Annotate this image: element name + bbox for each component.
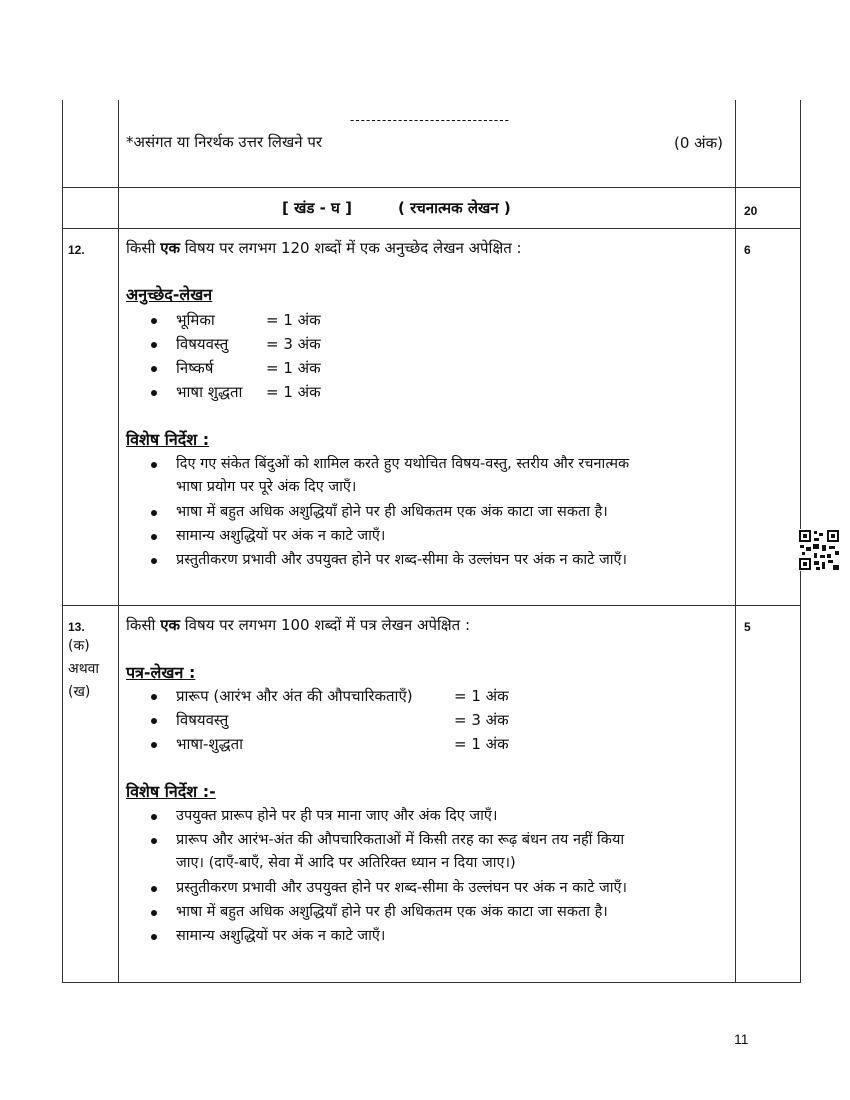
q12-scheme-value: = 3 अंक <box>266 335 321 353</box>
q13-scheme-value: = 1 अंक <box>454 687 509 705</box>
q12-instruction: सामान्य अशुद्धियों पर अंक न काटे जाएँ। <box>176 528 386 544</box>
bullet-icon <box>151 534 157 540</box>
irrelevant-answer-marks: (0 अंक) <box>674 134 723 152</box>
q13-number: 13. <box>68 620 85 634</box>
table-col-divider-1 <box>118 100 119 983</box>
irrelevant-answer-note: *असंगत या निरर्थक उत्तर लिखने पर <box>126 133 322 151</box>
q13-instruction: सामान्य अशुद्धियों पर अंक न काटे जाएँ। <box>176 928 386 944</box>
q13-scheme-label: भाषा-शुद्धता <box>176 735 244 753</box>
section-marks: 20 <box>744 204 758 218</box>
q12-marks: 6 <box>744 243 751 257</box>
q13-scheme-value: = 3 अंक <box>454 711 509 729</box>
q13-instruction: प्रस्तुतीकरण प्रभावी और उपयुक्त होने पर शब्द-सीमा के उल्लंघन पर अंक न काटे जाएँ। <box>176 880 628 896</box>
bullet-icon <box>151 694 157 700</box>
bullet-icon <box>151 718 157 724</box>
q13-instruction: भाषा में बहुत अधिक अशुद्धियाँ होने पर ही अधिकतम एक अंक काटा जा सकता है। <box>176 904 608 920</box>
q13-scheme-heading: पत्र-लेखन : <box>126 663 196 682</box>
bullet-icon <box>151 886 157 892</box>
q13-scheme-value: = 1 अंक <box>454 735 509 753</box>
bullet-icon <box>151 742 157 748</box>
q12-scheme-label: भूमिका <box>176 311 215 329</box>
q12-scheme-heading: अनुच्छेद-लेखन <box>126 285 213 304</box>
q12-prompt: किसी एक विषय पर लगभग 120 शब्दों में एक अनुच्छेद लेखन अपेक्षित : <box>126 239 522 257</box>
q13-sub-b: (ख) <box>68 684 91 700</box>
table-bottom-border <box>62 982 801 983</box>
q13-sub-a: (क) <box>68 638 90 654</box>
q12-scheme-value: = 1 अंक <box>266 359 321 377</box>
bullet-icon <box>151 558 157 564</box>
section-title: [ खंड - घ ] <box>282 199 352 217</box>
table-left-border <box>62 100 63 983</box>
q12-instruction: दिए गए संकेत बिंदुओं को शामिल करते हुए यथोचित विषय-वस्तु, स्तरीय और रचनात्मक <box>176 456 630 472</box>
bullet-icon <box>151 390 157 396</box>
q12-instructions-heading: विशेष निर्देश : <box>126 430 210 449</box>
bullet-icon <box>151 934 157 940</box>
q12-number: 12. <box>68 243 85 257</box>
bullet-icon <box>151 838 157 844</box>
bullet-icon <box>151 342 157 348</box>
q12-scheme-label: भाषा शुद्धता <box>176 383 243 401</box>
q13-instruction: उपयुक्त प्रारूप होने पर ही पत्र माना जाए और अंक दिए जाएँ। <box>176 808 498 824</box>
q13-instructions-heading: विशेष निर्देश :- <box>126 782 216 801</box>
q13-scheme-label: प्रारूप (आरंभ और अंत की औपचारिकताएँ) <box>176 687 413 705</box>
section-subtitle: ( रचनात्मक लेखन ) <box>398 199 511 217</box>
row-divider-3 <box>62 605 801 606</box>
q13-scheme-label: विषयवस्तु <box>176 711 229 729</box>
row-divider-1 <box>62 187 801 188</box>
bullet-icon <box>151 814 157 820</box>
bullet-icon <box>151 366 157 372</box>
qr-code-icon <box>798 529 840 571</box>
q12-instruction: प्रस्तुतीकरण प्रभावी और उपयुक्त होने पर शब्द-सीमा के उल्लंघन पर अंक न काटे जाएँ। <box>176 552 628 568</box>
bullet-icon <box>151 510 157 516</box>
row-divider-2 <box>62 228 801 229</box>
q12-scheme-value: = 1 अंक <box>266 383 321 401</box>
q12-instruction: भाषा में बहुत अधिक अशुद्धियाँ होने पर ही अधिकतम एक अंक काटा जा सकता है। <box>176 504 608 520</box>
page-number: 11 <box>734 1031 749 1047</box>
dashes-separator: ------------------------------ <box>350 113 510 127</box>
q13-marks: 5 <box>744 620 751 634</box>
table-col-divider-2 <box>735 100 736 983</box>
q12-scheme-label: निष्कर्ष <box>176 359 214 377</box>
q13-prompt: किसी एक विषय पर लगभग 100 शब्दों में पत्र लेखन अपेक्षित : <box>126 616 471 634</box>
q13-instruction-continued: जाए। (दाएँ-बाएँ, सेवा में आदि पर अतिरिक्त ध्यान न दिया जाए।) <box>176 855 516 871</box>
bullet-icon <box>151 318 157 324</box>
q12-instruction-continued: भाषा प्रयोग पर पूरे अंक दिए जाएँ। <box>176 479 357 495</box>
q12-scheme-value: = 1 अंक <box>266 311 321 329</box>
q13-instruction: प्रारूप और आरंभ-अंत की औपचारिकताओं में किसी तरह का रूढ़ बंधन तय नहीं किया <box>176 832 625 848</box>
q12-scheme-label: विषयवस्तु <box>176 335 229 353</box>
bullet-icon <box>151 910 157 916</box>
q13-or: अथवा <box>68 661 100 677</box>
bullet-icon <box>151 462 157 468</box>
